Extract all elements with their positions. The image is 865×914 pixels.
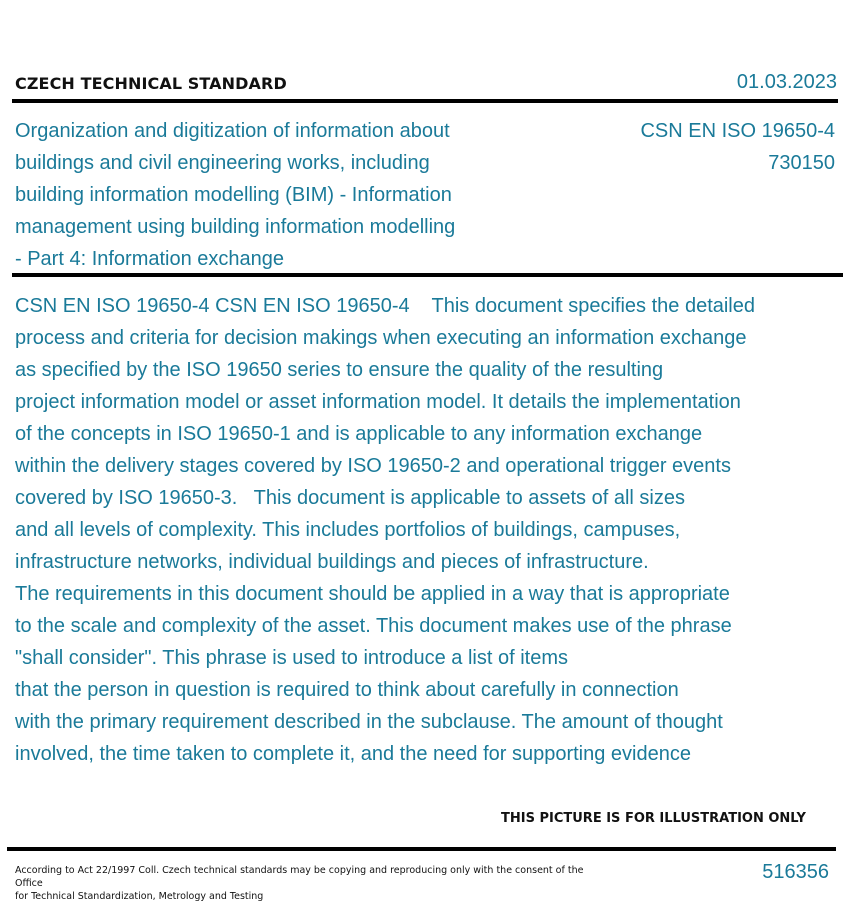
title-line: buildings and civil engineering works, including	[15, 152, 430, 174]
abstract-line: that the person in question is required to think about carefully in connection	[15, 679, 679, 701]
abstract-line: CSN EN ISO 19650-4 CSN EN ISO 19650-4 This document specifies the detailed	[15, 295, 755, 317]
title-divider	[12, 273, 843, 277]
abstract-line: The requirements in this document should be applied in a way that is appropriate	[15, 583, 730, 605]
abstract-line: project information model or asset information model. It details the implementation	[15, 391, 741, 413]
abstract-line: to the scale and complexity of the asset. This document makes use of the phrase	[15, 615, 732, 637]
abstract-line: with the primary requirement described in the subclause. The amount of thought	[15, 711, 723, 733]
abstract-line: involved, the time taken to complete it, and the need for supporting evidence	[15, 743, 691, 765]
abstract-line: as specified by the ISO 19650 series to ensure the quality of the resulting	[15, 359, 664, 381]
standard-identifier	[640, 115, 835, 179]
abstract-line: infrastructure networks, individual buildings and pieces of infrastructure.	[15, 551, 649, 573]
title-line: building information modelling (BIM) - Information	[15, 184, 452, 206]
catalog-number: 516356	[762, 861, 829, 883]
abstract-text	[15, 290, 855, 770]
footer-divider	[7, 847, 836, 851]
document-type-label: CZECH TECHNICAL STANDARD	[15, 74, 287, 93]
standard-title	[15, 115, 505, 275]
abstract-line: of the concepts in ISO 19650-1 and is applicable to any information exchange	[15, 423, 703, 445]
class-number: 730150	[768, 152, 835, 174]
abstract-line: "shall consider". This phrase is used to introduce a list of items	[15, 647, 568, 669]
abstract-line: within the delivery stages covered by ISO 19650-2 and operational trigger events	[15, 455, 731, 477]
title-line: - Part 4: Information exchange	[15, 248, 285, 270]
legal-notice	[15, 864, 595, 903]
legal-notice-line: According to Act 22/1997 Coll. Czech technical standards may be copying and reproducing only with the consent of the Office	[15, 865, 584, 889]
standard-code: CSN EN ISO 19650-4	[640, 120, 835, 142]
title-line: Organization and digitization of information about	[15, 120, 450, 142]
title-line: management using building information modelling	[15, 216, 456, 238]
legal-notice-line: for Technical Standardization, Metrology and Testing	[15, 891, 264, 902]
illustration-note: THIS PICTURE IS FOR ILLUSTRATION ONLY	[501, 811, 806, 826]
publication-date: 01.03.2023	[736, 71, 837, 93]
abstract-line: covered by ISO 19650-3. This document is applicable to assets of all sizes	[15, 487, 685, 509]
abstract-line: and all levels of complexity. This includes portfolios of buildings, campuses,	[15, 519, 681, 541]
abstract-line: process and criteria for decision makings when executing an information exchange	[15, 327, 747, 349]
header-divider	[12, 99, 838, 103]
